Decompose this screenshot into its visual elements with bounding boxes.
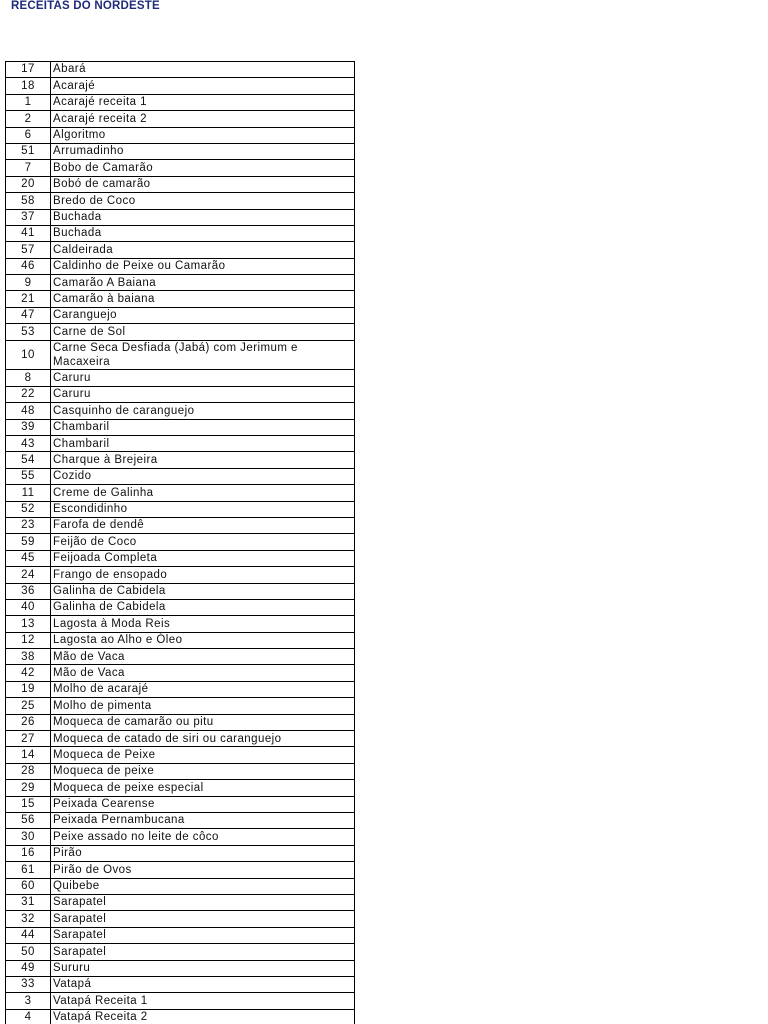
recipe-number-cell: 4 — [6, 1009, 51, 1024]
recipe-name-cell: Moqueca de catado de siri ou caranguejo — [51, 731, 355, 747]
table-row — [6, 127, 355, 143]
recipe-name-cell: Arrumadinho — [51, 143, 355, 159]
table-row — [6, 111, 355, 127]
table-row — [6, 176, 355, 192]
recipe-name-cell: Vatapá Receita 2 — [51, 1009, 355, 1024]
table-row — [6, 649, 355, 665]
recipe-number-cell: 40 — [6, 599, 51, 615]
recipe-number-cell: 24 — [6, 567, 51, 583]
recipe-name-cell: Caldinho de Peixe ou Camarão — [51, 258, 355, 274]
recipe-name-cell: Farofa de dendê — [51, 517, 355, 533]
recipe-number-cell: 7 — [6, 160, 51, 176]
table-row — [6, 1009, 355, 1024]
recipe-number-cell: 18 — [6, 78, 51, 94]
recipe-name-cell: Charque à Brejeira — [51, 452, 355, 468]
recipe-number-cell: 30 — [6, 829, 51, 845]
recipe-number-cell: 13 — [6, 616, 51, 632]
recipe-name-cell: Chambaril — [51, 436, 355, 452]
recipe-number-cell: 38 — [6, 649, 51, 665]
recipe-name-cell: Sarapatel — [51, 927, 355, 943]
table-row — [6, 976, 355, 992]
recipe-number-cell: 54 — [6, 452, 51, 468]
table-row — [6, 862, 355, 878]
recipe-number-cell: 48 — [6, 403, 51, 419]
recipe-number-cell: 33 — [6, 976, 51, 992]
recipe-name-cell: Moqueca de peixe — [51, 763, 355, 779]
recipe-index-table — [5, 61, 355, 1024]
table-row — [6, 78, 355, 94]
table-row — [6, 993, 355, 1009]
recipe-name-cell: Moqueca de camarão ou pitu — [51, 714, 355, 730]
recipe-number-cell: 55 — [6, 468, 51, 484]
table-row — [6, 340, 355, 370]
table-row — [6, 616, 355, 632]
table-row — [6, 501, 355, 517]
recipe-name-cell: Caranguejo — [51, 307, 355, 323]
recipe-number-cell: 44 — [6, 927, 51, 943]
recipe-number-cell: 9 — [6, 275, 51, 291]
table-row — [6, 403, 355, 419]
recipe-name-cell: Sarapatel — [51, 911, 355, 927]
recipe-name-cell: Peixada Cearense — [51, 796, 355, 812]
table-row — [6, 143, 355, 159]
recipe-number-cell: 20 — [6, 176, 51, 192]
table-row — [6, 193, 355, 209]
recipe-name-cell: Buchada — [51, 225, 355, 241]
recipe-number-cell: 43 — [6, 436, 51, 452]
table-row — [6, 944, 355, 960]
recipe-name-cell: Bobo de Camarão — [51, 160, 355, 176]
recipe-name-cell: Abará — [51, 62, 355, 78]
recipe-number-cell: 53 — [6, 324, 51, 340]
recipe-name-cell: Chambaril — [51, 419, 355, 435]
recipe-name-cell: Vatapá — [51, 976, 355, 992]
recipe-number-cell: 22 — [6, 386, 51, 402]
table-row — [6, 813, 355, 829]
table-row — [6, 714, 355, 730]
table-row — [6, 763, 355, 779]
table-row — [6, 370, 355, 386]
table-row — [6, 632, 355, 648]
recipe-name-cell: Feijoada Completa — [51, 550, 355, 566]
recipe-number-cell: 51 — [6, 143, 51, 159]
table-row — [6, 275, 355, 291]
recipe-number-cell: 42 — [6, 665, 51, 681]
table-row — [6, 419, 355, 435]
recipe-name-cell: Quibebe — [51, 878, 355, 894]
recipe-name-cell: Molho de acarajé — [51, 681, 355, 697]
recipe-number-cell: 27 — [6, 731, 51, 747]
recipe-name-cell: Peixe assado no leite de côco — [51, 829, 355, 845]
recipe-number-cell: 58 — [6, 193, 51, 209]
table-row — [6, 599, 355, 615]
recipe-number-cell: 8 — [6, 370, 51, 386]
recipe-number-cell: 50 — [6, 944, 51, 960]
table-row — [6, 829, 355, 845]
table-row — [6, 386, 355, 402]
recipe-number-cell: 29 — [6, 780, 51, 796]
recipe-number-cell: 12 — [6, 632, 51, 648]
recipe-number-cell: 6 — [6, 127, 51, 143]
table-row — [6, 468, 355, 484]
table-row — [6, 845, 355, 861]
recipe-number-cell: 39 — [6, 419, 51, 435]
recipe-number-cell: 26 — [6, 714, 51, 730]
recipe-name-cell: Algoritmo — [51, 127, 355, 143]
recipe-number-cell: 17 — [6, 62, 51, 78]
table-row — [6, 258, 355, 274]
recipe-name-cell: Pirão de Ovos — [51, 862, 355, 878]
table-row — [6, 796, 355, 812]
recipe-number-cell: 41 — [6, 225, 51, 241]
table-row — [6, 517, 355, 533]
recipe-name-cell: Pirão — [51, 845, 355, 861]
recipe-number-cell: 56 — [6, 813, 51, 829]
table-row — [6, 780, 355, 796]
table-row — [6, 681, 355, 697]
recipe-name-cell: Bobó de camarão — [51, 176, 355, 192]
recipe-number-cell: 46 — [6, 258, 51, 274]
recipe-rows — [6, 62, 355, 1024]
recipe-number-cell: 14 — [6, 747, 51, 763]
recipe-name-cell: Molho de pimenta — [51, 698, 355, 714]
recipe-number-cell: 37 — [6, 209, 51, 225]
recipe-number-cell: 11 — [6, 485, 51, 501]
table-row — [6, 911, 355, 927]
table-row — [6, 209, 355, 225]
table-row — [6, 94, 355, 110]
recipe-name-cell: Frango de ensopado — [51, 567, 355, 583]
recipe-name-cell: Galinha de Cabidela — [51, 599, 355, 615]
table-row — [6, 878, 355, 894]
recipe-number-cell: 16 — [6, 845, 51, 861]
recipe-number-cell: 45 — [6, 550, 51, 566]
recipe-name-cell: Moqueca de Peixe — [51, 747, 355, 763]
recipe-number-cell: 49 — [6, 960, 51, 976]
table-row — [6, 583, 355, 599]
recipe-number-cell: 57 — [6, 242, 51, 258]
recipe-name-cell: Casquinho de caranguejo — [51, 403, 355, 419]
recipe-number-cell: 15 — [6, 796, 51, 812]
recipe-name-cell: Carne Seca Desfiada (Jabá) com Jerimum e Macaxeira — [51, 340, 355, 370]
recipe-name-cell: Caruru — [51, 386, 355, 402]
recipe-number-cell: 47 — [6, 307, 51, 323]
recipe-name-cell: Escondidinho — [51, 501, 355, 517]
recipe-number-cell: 3 — [6, 993, 51, 1009]
table-row — [6, 698, 355, 714]
recipe-name-cell: Acarajé receita 2 — [51, 111, 355, 127]
table-row — [6, 452, 355, 468]
table-row — [6, 550, 355, 566]
recipe-name-cell: Acarajé receita 1 — [51, 94, 355, 110]
recipe-name-cell: Camarão à baiana — [51, 291, 355, 307]
table-row — [6, 731, 355, 747]
recipe-name-cell: Feijão de Coco — [51, 534, 355, 550]
recipe-number-cell: 36 — [6, 583, 51, 599]
recipe-number-cell: 2 — [6, 111, 51, 127]
table-row — [6, 324, 355, 340]
recipe-name-cell: Camarão A Baiana — [51, 275, 355, 291]
recipe-name-cell: Caldeirada — [51, 242, 355, 258]
table-row — [6, 665, 355, 681]
table-row — [6, 534, 355, 550]
table-row — [6, 960, 355, 976]
recipe-number-cell: 1 — [6, 94, 51, 110]
recipe-number-cell: 52 — [6, 501, 51, 517]
table-row — [6, 160, 355, 176]
recipe-name-cell: Galinha de Cabidela — [51, 583, 355, 599]
table-row — [6, 927, 355, 943]
recipe-name-cell: Acarajé — [51, 78, 355, 94]
table-row — [6, 436, 355, 452]
recipe-number-cell: 19 — [6, 681, 51, 697]
recipe-name-cell: Lagosta ao Alho e Óleo — [51, 632, 355, 648]
table-row — [6, 62, 355, 78]
table-row — [6, 894, 355, 910]
recipe-name-cell: Cozido — [51, 468, 355, 484]
recipe-number-cell: 21 — [6, 291, 51, 307]
table-row — [6, 747, 355, 763]
recipe-number-cell: 61 — [6, 862, 51, 878]
recipe-name-cell: Carne de Sol — [51, 324, 355, 340]
recipe-name-cell: Lagosta à Moda Reis — [51, 616, 355, 632]
table-row — [6, 291, 355, 307]
table-row — [6, 242, 355, 258]
recipe-number-cell: 60 — [6, 878, 51, 894]
recipe-name-cell: Buchada — [51, 209, 355, 225]
recipe-number-cell: 31 — [6, 894, 51, 910]
recipe-number-cell: 59 — [6, 534, 51, 550]
table-row — [6, 225, 355, 241]
recipe-name-cell: Caruru — [51, 370, 355, 386]
recipe-number-cell: 28 — [6, 763, 51, 779]
document-title: RECEITAS DO NORDESTE — [11, 0, 160, 12]
recipe-name-cell: Moqueca de peixe especial — [51, 780, 355, 796]
recipe-number-cell: 32 — [6, 911, 51, 927]
recipe-name-cell: Vatapá Receita 1 — [51, 993, 355, 1009]
recipe-name-cell: Sarapatel — [51, 894, 355, 910]
recipe-name-cell: Peixada Pernambucana — [51, 813, 355, 829]
table-row — [6, 485, 355, 501]
table-row — [6, 567, 355, 583]
recipe-name-cell: Mão de Vaca — [51, 665, 355, 681]
recipe-name-cell: Bredo de Coco — [51, 193, 355, 209]
recipe-name-cell: Sarapatel — [51, 944, 355, 960]
recipe-name-cell: Creme de Galinha — [51, 485, 355, 501]
recipe-number-cell: 10 — [6, 340, 51, 370]
recipe-name-cell: Sururu — [51, 960, 355, 976]
recipe-name-cell: Mão de Vaca — [51, 649, 355, 665]
recipe-number-cell: 25 — [6, 698, 51, 714]
table-row — [6, 307, 355, 323]
recipe-number-cell: 23 — [6, 517, 51, 533]
